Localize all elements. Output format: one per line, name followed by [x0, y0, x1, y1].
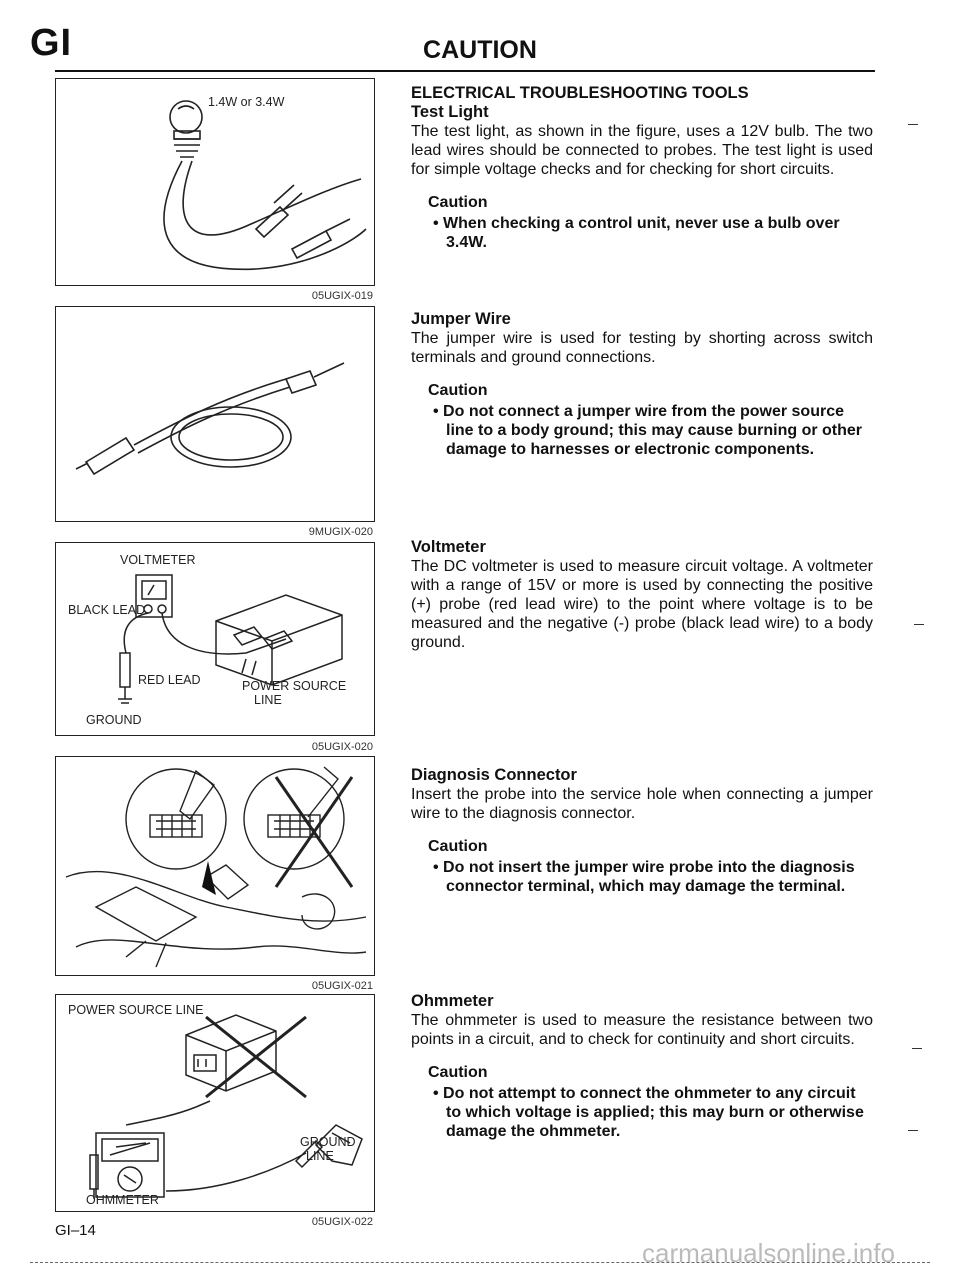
- section-body: The test light, as shown in the figure, uses a 12V bulb. The two lead wires should be connected to probes. The test light is used for simple voltage checks and for checking for short circuits.: [411, 123, 873, 178]
- caution-title: Caution: [428, 838, 488, 855]
- caution-text: • Do not connect a jumper wire from the power source line to a body ground; this may cause burning or other damage to harnesses or electronic components.: [433, 403, 863, 458]
- section-ohmmeter: [411, 992, 873, 1141]
- section-diagnosis-connector: [411, 766, 873, 896]
- ground-line-label: LINE: [306, 1149, 334, 1163]
- ohmmeter-drawing: [56, 995, 374, 1211]
- voltmeter-drawing: [56, 543, 374, 735]
- ohmmeter-label: OHMMETER: [86, 1193, 159, 1207]
- caution-title: Caution: [428, 1064, 488, 1081]
- test-light-drawing: [56, 79, 374, 285]
- section-test-light: [411, 84, 873, 252]
- figure-code: 9MUGIX-020: [308, 526, 373, 538]
- power-source-line-label: POWER SOURCE LINE: [68, 1003, 204, 1017]
- voltmeter-label: VOLTMETER: [120, 553, 196, 567]
- figure-test-light: [55, 78, 375, 286]
- section-title: Ohmmeter: [411, 992, 494, 1010]
- section-body: The DC voltmeter is used to measure circuit voltage. A voltmeter with a range of 15V or more is used by connecting the positive (+) probe (red lead wire) to the point where voltage is to be measured and the negative (-) probe (black lead wire) to a body ground.: [411, 558, 873, 651]
- caution-block: [428, 1063, 873, 1141]
- section-title: Test Light: [411, 103, 489, 121]
- header-divider: [55, 70, 875, 72]
- margin-mark: [908, 124, 918, 125]
- margin-mark: [908, 1130, 918, 1131]
- diagnosis-connector-drawing: [56, 757, 374, 975]
- section-body: The ohmmeter is used to measure the resistance between two points in a circuit, and to check for continuity and short circuits.: [411, 1012, 873, 1048]
- section-voltmeter: [411, 538, 873, 666]
- caution-block: [428, 381, 873, 459]
- ground-label: GROUND: [300, 1135, 356, 1149]
- main-title: ELECTRICAL TROUBLESHOOTING TOOLS: [411, 84, 749, 102]
- section-code: GI: [30, 22, 73, 64]
- section-title: Voltmeter: [411, 538, 486, 556]
- caution-block: [428, 837, 873, 896]
- page-number: GI–14: [55, 1222, 96, 1239]
- black-lead-label: BLACK LEAD: [68, 603, 146, 617]
- figure-code: 05UGIX-022: [311, 1216, 373, 1228]
- jumper-wire-drawing: [56, 307, 374, 521]
- margin-mark: [914, 624, 924, 625]
- section-body: Insert the probe into the service hole when connecting a jumper wire to the diagnosis connector.: [411, 786, 873, 822]
- caution-text: • Do not attempt to connect the ohmmeter to any circuit to which voltage is applied; this may burn or otherwise damage the ohmmeter.: [433, 1085, 864, 1140]
- red-lead-label: RED LEAD: [138, 673, 201, 687]
- power-source-line-label: LINE: [254, 693, 282, 707]
- section-title: Jumper Wire: [411, 310, 511, 328]
- figure-code: 05UGIX-020: [311, 741, 373, 753]
- bulb-rating-label: 1.4W or 3.4W: [208, 95, 285, 109]
- figure-voltmeter: [55, 542, 375, 736]
- figure-code: 05UGIX-019: [311, 290, 373, 302]
- power-source-label: POWER SOURCE: [242, 679, 347, 693]
- ground-label: GROUND: [86, 713, 142, 727]
- caution-text: • When checking a control unit, never use a bulb over 3.4W.: [433, 215, 840, 251]
- section-jumper-wire: [411, 310, 873, 459]
- caution-block: [428, 193, 873, 252]
- figure-ohmmeter: [55, 994, 375, 1212]
- margin-mark: [912, 1048, 922, 1049]
- figure-jumper-wire: [55, 306, 375, 522]
- figure-diagnosis-connector: [55, 756, 375, 976]
- watermark: carmanualsonline.info: [642, 1238, 895, 1268]
- caution-title: Caution: [428, 382, 488, 399]
- figure-code: 05UGIX-021: [311, 980, 373, 992]
- caution-title: Caution: [428, 194, 488, 211]
- section-body: The jumper wire is used for testing by shorting across switch terminals and ground connections.: [411, 330, 873, 366]
- page-title: CAUTION: [423, 36, 537, 64]
- caution-text: • Do not insert the jumper wire probe into the diagnosis connector terminal, which may damage the terminal.: [433, 859, 855, 895]
- section-title: Diagnosis Connector: [411, 766, 577, 784]
